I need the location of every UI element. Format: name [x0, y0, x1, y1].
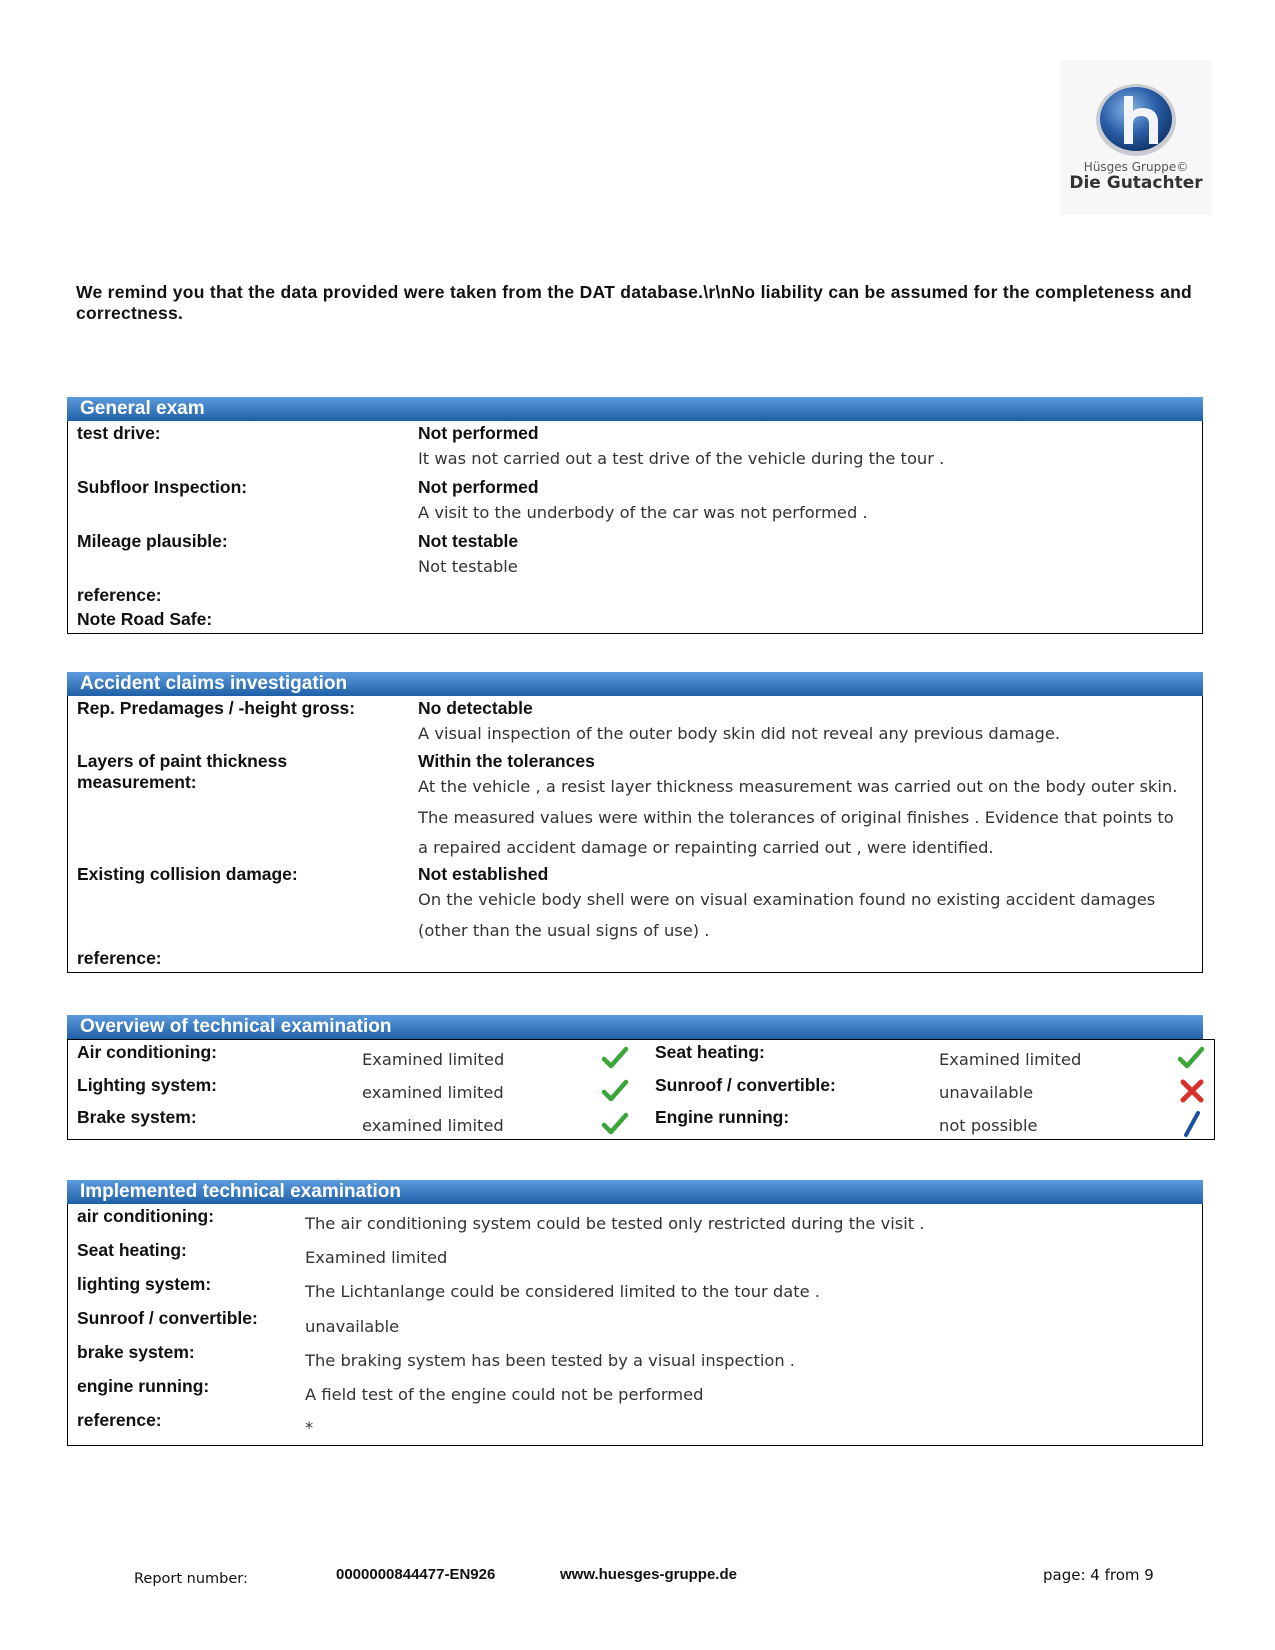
- impl-seat-heating-label: Seat heating:: [77, 1240, 187, 1260]
- company-logo: [1060, 60, 1212, 215]
- disclaimer-notice: We remind you that the data provided were taken from the DAT database.\r\nNo liability can be assumed for the completeness and correctness.: [76, 282, 1192, 323]
- page-indicator: page: 4 from 9: [1043, 1566, 1154, 1584]
- overview-lighting-value: examined limited: [362, 1083, 504, 1102]
- cross-icon: [1179, 1078, 1205, 1104]
- overview-air-conditioning-label: Air conditioning:: [77, 1042, 217, 1062]
- implemented-examination-title: Implemented technical examination: [67, 1180, 1203, 1204]
- technical-overview-section: [67, 1015, 1203, 1140]
- collision-damage-desc: On the vehicle body shell were on visual examination found no existing accident damages (other than the usual signs of use) .: [418, 890, 1156, 940]
- general-exam-title: General exam: [67, 397, 1203, 421]
- overview-engine-value: not possible: [939, 1116, 1038, 1135]
- technical-overview-title: Overview of technical examination: [67, 1015, 1203, 1039]
- reference-label: reference:: [77, 585, 162, 605]
- overview-brake-label: Brake system:: [77, 1107, 197, 1127]
- overview-seat-heating-label: Seat heating:: [655, 1042, 765, 1062]
- predamages-desc: A visual inspection of the outer body skin did not reveal any previous damage.: [418, 724, 1061, 743]
- impl-seat-heating-value: Examined limited: [305, 1248, 448, 1267]
- impl-lighting-value: The Lichtanlange could be considered limited to the tour date .: [305, 1282, 820, 1301]
- mileage-plausible-label: Mileage plausible:: [77, 531, 228, 551]
- collision-damage-label: Existing collision damage:: [77, 864, 298, 884]
- overview-seat-heating-value: Examined limited: [939, 1050, 1082, 1069]
- test-drive-label: test drive:: [77, 423, 161, 443]
- test-drive-value: Not performed: [418, 423, 539, 443]
- mileage-plausible-value: Not testable: [418, 531, 519, 551]
- paint-thickness-label: Layers of paint thickness measurement:: [77, 751, 288, 792]
- report-number: 0000000844477-EN926: [336, 1566, 496, 1583]
- check-icon: [601, 1079, 629, 1103]
- check-icon: [601, 1046, 629, 1070]
- impl-sunroof-label: Sunroof / convertible:: [77, 1308, 258, 1328]
- overview-brake-value: examined limited: [362, 1116, 504, 1135]
- general-exam-section: [67, 397, 1203, 634]
- overview-sunroof-label: Sunroof / convertible:: [655, 1075, 836, 1095]
- impl-engine-label: engine running:: [77, 1376, 210, 1396]
- subfloor-inspection-desc: A visit to the underbody of the car was not performed .: [418, 503, 868, 522]
- subfloor-inspection-label: Subfloor Inspection:: [77, 477, 248, 497]
- overview-engine-label: Engine running:: [655, 1107, 790, 1127]
- predamages-value: No detectable: [418, 698, 533, 718]
- impl-engine-value: A field test of the engine could not be performed: [305, 1385, 704, 1404]
- predamages-label: Rep. Predamages / -height gross:: [77, 698, 356, 718]
- website-link[interactable]: www.huesges-gruppe.de: [560, 1566, 737, 1583]
- impl-reference-value: *: [305, 1418, 314, 1437]
- collision-damage-value: Not established: [418, 864, 549, 884]
- overview-lighting-label: Lighting system:: [77, 1075, 218, 1095]
- note-road-safe-label: Note Road Safe:: [77, 609, 213, 629]
- impl-air-conditioning-value: The air conditioning system could be tested only restricted during the visit .: [305, 1214, 925, 1233]
- logo-emblem: [1094, 82, 1178, 158]
- accident-claims-section: [67, 672, 1203, 973]
- impl-brake-value: The braking system has been tested by a visual inspection .: [305, 1351, 795, 1370]
- test-drive-desc: It was not carried out a test drive of the vehicle during the tour .: [418, 449, 945, 468]
- overview-air-conditioning-value: Examined limited: [362, 1050, 505, 1069]
- report-number-label: Report number:: [134, 1571, 248, 1587]
- overview-sunroof-value: unavailable: [939, 1083, 1034, 1102]
- check-icon: [601, 1112, 629, 1136]
- accident-claims-title: Accident claims investigation: [67, 672, 1203, 696]
- slash-icon: [1181, 1110, 1203, 1138]
- implemented-examination-section: [67, 1180, 1203, 1446]
- impl-reference-label: reference:: [77, 1410, 162, 1430]
- paint-thickness-desc: At the vehicle , a resist layer thickness measurement was carried out on the body outer skin. The measured values were within the tolerances of original finishes . Evidence that points to a repaired accident damage or repainting carried out , were identified.: [418, 777, 1178, 857]
- impl-air-conditioning-label: air conditioning:: [77, 1206, 215, 1226]
- accident-reference-label: reference:: [77, 948, 162, 968]
- subfloor-inspection-value: Not performed: [418, 477, 539, 497]
- impl-brake-label: brake system:: [77, 1342, 195, 1362]
- impl-lighting-label: lighting system:: [77, 1274, 212, 1294]
- logo-group-name: Hüsges Gruppe©: [1083, 160, 1189, 174]
- mileage-plausible-desc: Not testable: [418, 557, 518, 576]
- check-icon: [1177, 1046, 1205, 1070]
- impl-sunroof-value: unavailable: [305, 1317, 400, 1336]
- paint-thickness-value: Within the tolerances: [418, 751, 595, 771]
- logo-tagline: Die Gutachter: [1069, 173, 1203, 193]
